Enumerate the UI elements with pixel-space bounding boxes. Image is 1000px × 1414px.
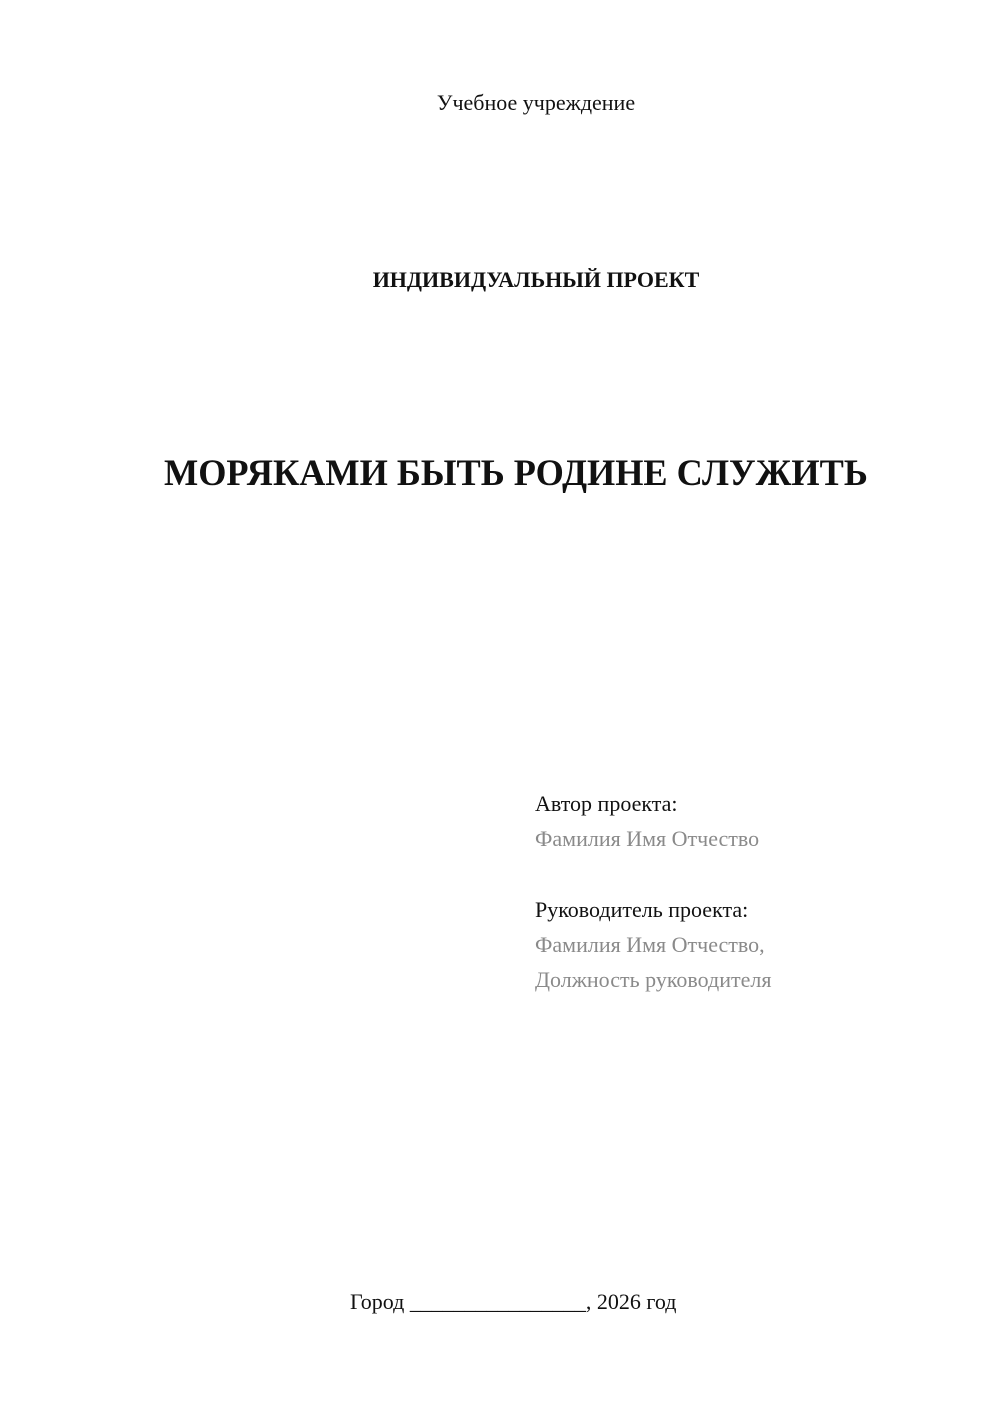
city-label: Город (350, 1289, 405, 1314)
supervisor-position-placeholder: Должность руководителя (535, 967, 772, 992)
author-name-placeholder: Фамилия Имя Отчество (535, 826, 760, 851)
supervisor-label: Руководитель проекта: (535, 897, 749, 922)
year-text: , 2026 год (585, 1289, 677, 1314)
project-title: МОРЯКАМИ БЫТЬ РОДИНЕ СЛУЖИТЬ (164, 453, 868, 494)
document-type: ИНДИВИДУАЛЬНЫЙ ПРОЕКТ (372, 267, 700, 292)
city-blank: ________________ (409, 1289, 586, 1314)
author-label: Автор проекта: (535, 791, 678, 816)
institution-name: Учебное учреждение (436, 90, 636, 115)
city-year-line (350, 1289, 676, 1315)
supervisor-name-placeholder: Фамилия Имя Отчество, (535, 932, 765, 957)
